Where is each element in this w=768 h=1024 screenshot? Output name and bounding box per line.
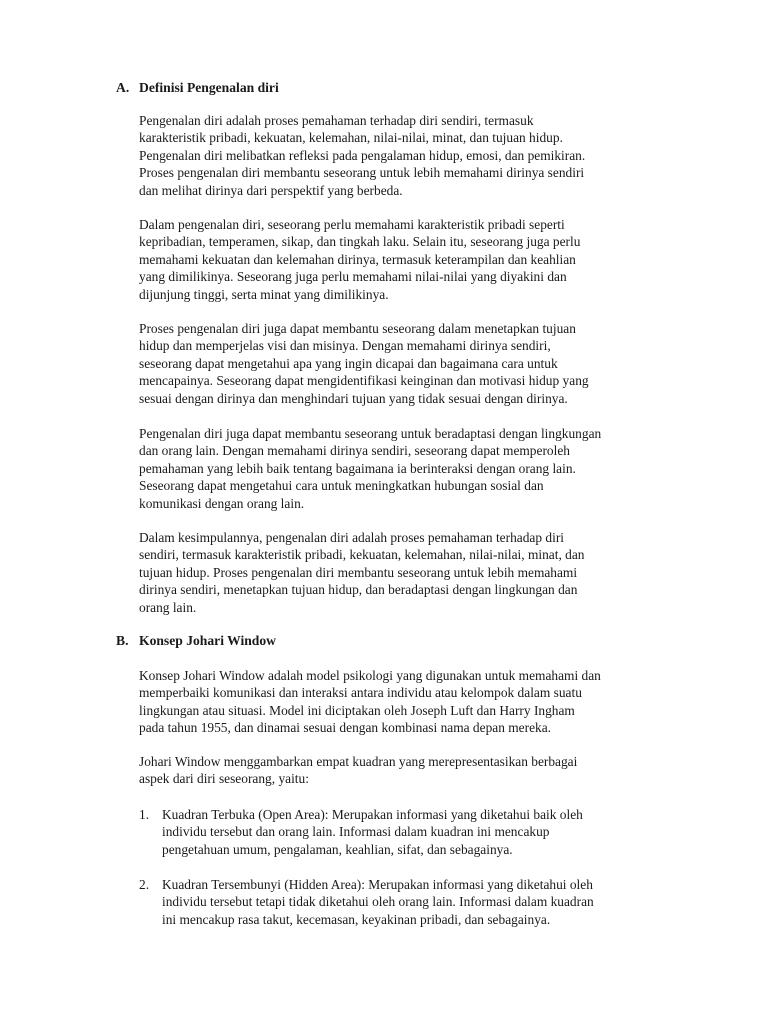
section-title: Konsep Johari Window: [139, 633, 276, 648]
list-item: [139, 876, 679, 928]
text-line: Pengenalan diri melibatkan refleksi pada pengalaman hidup, emosi, dan pemikiran.: [139, 147, 586, 163]
text-line: Seseorang dapat mengetahui cara untuk meningkatkan hubungan sosial dan: [139, 478, 544, 494]
paragraph: [139, 425, 679, 512]
text-line: memahami kekuatan dan kelemahan dirinya, termasuk keterampilan dan keahlian: [139, 251, 576, 267]
paragraph: [139, 529, 679, 616]
text-line: aspek dari diri seseorang, yaitu:: [139, 771, 309, 787]
list-item-body: [162, 876, 679, 928]
text-line: Dalam kesimpulannya, pengenalan diri adalah proses pemahaman terhadap diri: [139, 530, 564, 545]
paragraph: [139, 112, 679, 199]
text-line: pemahaman yang lebih baik tentang bagaimana ia berinteraksi dengan orang lain.: [139, 460, 576, 476]
text-line: karakteristik pribadi, kekuatan, kelemahan, nilai-nilai, minat, dan tujuan hidup.: [139, 130, 563, 146]
paragraph: [139, 216, 679, 303]
section-title: Definisi Pengenalan diri: [139, 80, 279, 95]
text-line: Konsep Johari Window adalah model psikologi yang digunakan untuk memahami dan: [139, 668, 601, 683]
list-number: 1.: [139, 807, 150, 822]
text-line: hidup dan memperjelas visi dan misinya. Dengan memahami dirinya sendiri,: [139, 338, 551, 354]
text-line: orang lain.: [139, 599, 197, 615]
text-line: dan orang lain. Dengan memahami dirinya sendiri, seseorang dapat memperoleh: [139, 443, 570, 459]
paragraph: [139, 753, 679, 788]
text-line: dan melihat dirinya dari perspektif yang berbeda.: [139, 182, 403, 198]
text-line: individu tersebut dan orang lain. Informasi dalam kuadran ini mencakup: [162, 824, 550, 840]
list-item-body: [162, 806, 679, 858]
text-line: pengetahuan umum, pengalaman, keahlian, sifat, dan sebagainya.: [162, 841, 513, 857]
text-line: sesuai dengan dirinya dan menghindari tujuan yang tidak sesuai dengan dirinya.: [139, 390, 568, 406]
text-line: Proses pengenalan diri membantu seseorang untuk lebih memahami dirinya sendiri: [139, 165, 585, 181]
list-item: [139, 806, 679, 858]
text-line: lingkungan atau situasi. Model ini diciptakan oleh Joseph Luft dan Harry Ingham: [139, 702, 575, 718]
paragraph: [139, 320, 679, 407]
text-line: mencapainya. Seseorang dapat mengidentifikasi keinginan dan motivasi hidup yang: [139, 373, 589, 389]
section-heading-a: [116, 79, 279, 96]
text-line: Proses pengenalan diri juga dapat membantu seseorang dalam menetapkan tujuan: [139, 321, 576, 336]
list-number: 2.: [139, 877, 150, 892]
section-letter: A.: [116, 80, 130, 95]
paragraph: [139, 667, 679, 737]
text-line: dijunjung tinggi, serta minat yang dimilikinya.: [139, 286, 389, 302]
text-line: Dalam pengenalan diri, seseorang perlu memahami karakteristik pribadi seperti: [139, 217, 565, 232]
text-line: tujuan hidup. Proses pengenalan diri membantu seseorang untuk lebih memahami: [139, 564, 578, 580]
text-line: yang dimilikinya. Seseorang juga perlu memahami nilai-nilai yang diyakini dan: [139, 269, 567, 285]
section-letter: B.: [116, 633, 129, 648]
text-line: individu tersebut tetapi tidak diketahui oleh orang lain. Informasi dalam kuadran: [162, 894, 594, 910]
text-line: Kuadran Terbuka (Open Area): Merupakan informasi yang diketahui baik oleh: [162, 807, 583, 822]
text-line: sendiri, termasuk karakteristik pribadi, kekuatan, kelemahan, nilai-nilai, minat, dan: [139, 547, 585, 563]
section-heading-b: [116, 632, 276, 649]
text-line: dirinya sendiri, menetapkan tujuan hidup, dan beradaptasi dengan lingkungan dan: [139, 582, 578, 598]
text-line: Pengenalan diri adalah proses pemahaman terhadap diri sendiri, termasuk: [139, 113, 534, 128]
text-line: kepribadian, temperamen, sikap, dan tingkah laku. Selain itu, seseorang juga perlu: [139, 234, 581, 250]
text-line: Kuadran Tersembunyi (Hidden Area): Merupakan informasi yang diketahui oleh: [162, 877, 593, 892]
text-line: Johari Window menggambarkan empat kuadran yang merepresentasikan berbagai: [139, 754, 578, 769]
text-line: ini mencakup rasa takut, kecemasan, keyakinan pribadi, dan sebagainya.: [162, 911, 551, 927]
text-line: seseorang dapat mengetahui apa yang ingin dicapai dan bagaimana cara untuk: [139, 355, 558, 371]
text-line: memperbaiki komunikasi dan interaksi antara individu atau kelompok dalam suatu: [139, 685, 582, 701]
text-line: Pengenalan diri juga dapat membantu seseorang untuk beradaptasi dengan lingkungan: [139, 426, 602, 441]
text-line: pada tahun 1955, dan dinamai sesuai dengan kombinasi nama depan mereka.: [139, 720, 552, 736]
text-line: komunikasi dengan orang lain.: [139, 495, 305, 511]
